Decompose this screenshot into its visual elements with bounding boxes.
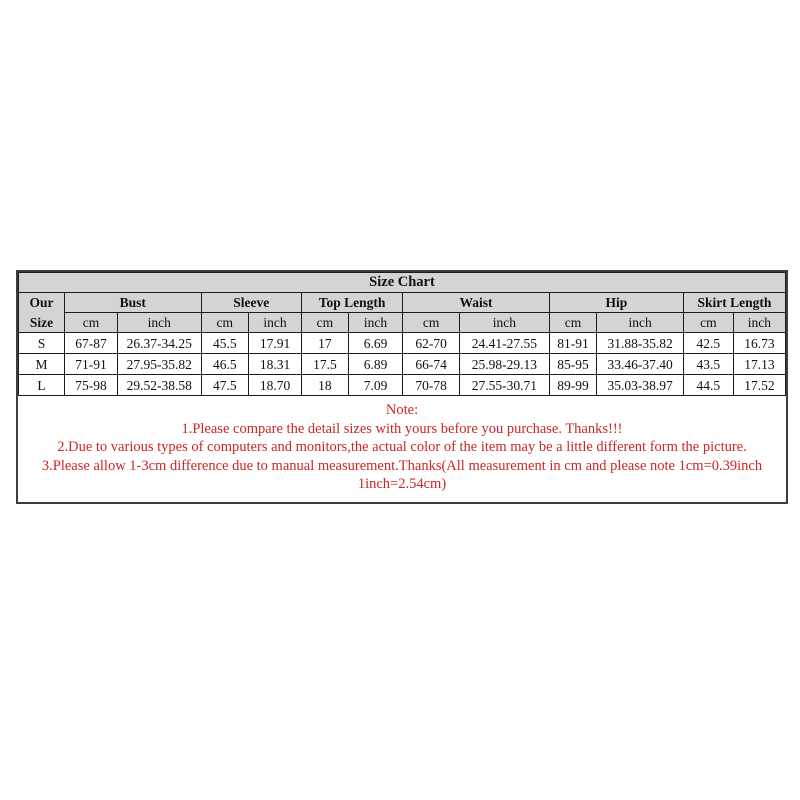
table-cell: 47.5 <box>201 375 249 396</box>
group-header-top-length: Top Length <box>302 293 403 313</box>
table-cell: 71-91 <box>65 354 118 375</box>
note-line-1: 1.Please compare the detail sizes with yours before you purchase. Thanks!!! <box>181 420 623 437</box>
size-cell: M <box>19 354 65 375</box>
table-cell: 18.31 <box>249 354 302 375</box>
table-cell: 17 <box>302 333 349 354</box>
table-cell: 27.95-35.82 <box>117 354 201 375</box>
unit-header-sleeve-cm: cm <box>201 313 249 333</box>
note-line-3: 3.Please allow 1-3cm difference due to manual measurement.Thanks(All measurement in cm and please note 1cm=0.39inch <box>41 457 763 474</box>
table-cell: 66-74 <box>403 354 460 375</box>
table-row-size-s <box>19 333 786 354</box>
group-header-waist: Waist <box>403 293 549 313</box>
size-cell: L <box>19 375 65 396</box>
table-row-size-l <box>19 375 786 396</box>
group-header-hip: Hip <box>549 293 683 313</box>
table-cell: 24.41-27.55 <box>459 333 549 354</box>
table-title: Size Chart <box>19 273 786 293</box>
unit-header-top-length-inch: inch <box>348 313 402 333</box>
table-cell: 70-78 <box>403 375 460 396</box>
unit-header-waist-inch: inch <box>459 313 549 333</box>
table-cell: 31.88-35.82 <box>597 333 684 354</box>
table-cell: 7.09 <box>348 375 402 396</box>
unit-header-waist-cm: cm <box>403 313 460 333</box>
corner-header-cell <box>19 293 65 333</box>
unit-header-row <box>19 313 786 333</box>
title-row <box>19 273 786 293</box>
table-cell: 17.5 <box>302 354 349 375</box>
note-heading: Note: <box>385 402 419 418</box>
table-cell: 26.37-34.25 <box>117 333 201 354</box>
unit-header-top-length-cm: cm <box>302 313 349 333</box>
unit-header-skirt-length-inch: inch <box>733 313 785 333</box>
table-row-size-m <box>19 354 786 375</box>
size-cell: S <box>19 333 65 354</box>
size-chart-table <box>18 272 786 396</box>
table-cell: 44.5 <box>683 375 733 396</box>
table-cell: 35.03-38.97 <box>597 375 684 396</box>
unit-header-skirt-length-cm: cm <box>683 313 733 333</box>
table-cell: 85-95 <box>549 354 597 375</box>
table-cell: 67-87 <box>65 333 118 354</box>
unit-header-hip-inch: inch <box>597 313 684 333</box>
table-cell: 17.13 <box>733 354 785 375</box>
unit-header-hip-cm: cm <box>549 313 597 333</box>
table-cell: 75-98 <box>65 375 118 396</box>
table-cell: 89-99 <box>549 375 597 396</box>
unit-header-bust-inch: inch <box>117 313 201 333</box>
table-cell: 81-91 <box>549 333 597 354</box>
group-header-bust: Bust <box>65 293 202 313</box>
corner-header-line2: Size <box>29 314 54 330</box>
group-header-skirt-length: Skirt Length <box>683 293 785 313</box>
table-cell: 42.5 <box>683 333 733 354</box>
note-line-2: 2.Due to various types of computers and monitors,the actual color of the item may be a little different form the picture. <box>57 439 747 456</box>
notes-section <box>18 396 786 494</box>
table-cell: 17.91 <box>249 333 302 354</box>
size-chart-panel <box>16 270 788 504</box>
table-cell: 17.52 <box>733 375 785 396</box>
table-cell: 6.89 <box>348 354 402 375</box>
table-cell: 46.5 <box>201 354 249 375</box>
table-cell: 16.73 <box>733 333 785 354</box>
corner-header-line1: Our <box>29 295 54 310</box>
table-cell: 18.70 <box>249 375 302 396</box>
table-cell: 29.52-38.58 <box>117 375 201 396</box>
note-line-4: 1inch=2.54cm) <box>357 476 447 493</box>
group-header-row <box>19 293 786 313</box>
unit-header-bust-cm: cm <box>65 313 118 333</box>
table-cell: 33.46-37.40 <box>597 354 684 375</box>
table-cell: 45.5 <box>201 333 249 354</box>
table-cell: 6.69 <box>348 333 402 354</box>
unit-header-sleeve-inch: inch <box>249 313 302 333</box>
table-cell: 43.5 <box>683 354 733 375</box>
table-cell: 25.98-29.13 <box>459 354 549 375</box>
group-header-sleeve: Sleeve <box>201 293 301 313</box>
table-cell: 18 <box>302 375 349 396</box>
table-cell: 27.55-30.71 <box>459 375 549 396</box>
table-cell: 62-70 <box>403 333 460 354</box>
